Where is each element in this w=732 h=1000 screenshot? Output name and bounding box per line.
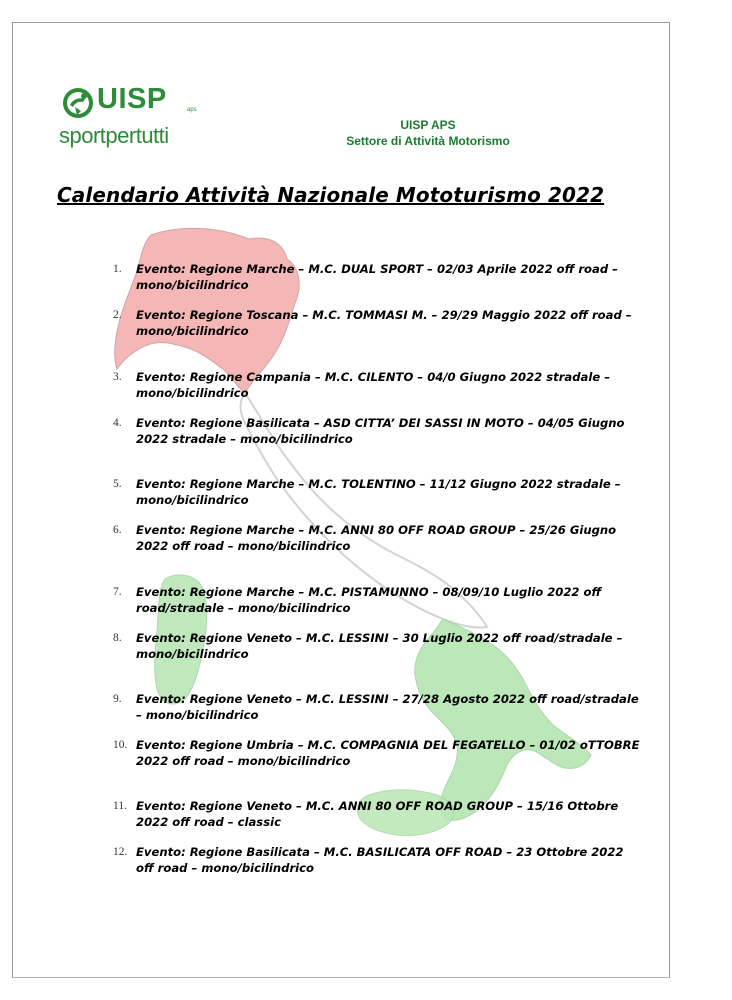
event-text: Evento: Regione Toscana – M.C. TOMMASI M. – 29/29 Maggio 2022 off road – mono/bicilindrico [136,308,632,338]
event-number: 7. [113,586,122,598]
event-text: Evento: Regione Marche – M.C. PISTAMUNNO – 08/09/10 Luglio 2022 off road/stradale – mono/bicilindrico [136,585,602,615]
logo-aps-mark: aps [187,107,197,113]
event-item [113,476,643,508]
event-item [113,691,643,723]
event-item [113,630,643,662]
event-item [113,737,643,769]
event-number: 4. [113,417,122,429]
event-item [113,369,643,401]
logo-tagline: sportpertutti [59,123,169,148]
organization-header [313,117,543,149]
event-text: Evento: Regione Veneto – M.C. LESSINI – 30 Luglio 2022 off road/stradale – mono/bicilindrico [136,631,623,661]
org-name: UISP APS [400,118,456,132]
document-page [12,22,670,978]
event-number: 6. [113,524,122,536]
event-text: Evento: Regione Marche – M.C. ANNI 80 OFF ROAD GROUP – 25/26 Giugno 2022 off road – mono/bicilindrico [136,523,617,553]
event-text: Evento: Regione Veneto – M.C. ANNI 80 OFF ROAD GROUP – 15/16 Ottobre 2022 off road – classic [136,799,619,829]
event-item [113,415,643,447]
event-item [113,522,643,554]
runner-emblem-icon [59,85,97,121]
event-item [113,307,643,339]
event-number: 3. [113,371,122,383]
event-item [113,798,643,830]
event-number: 9. [113,693,122,705]
event-number: 8. [113,632,122,644]
event-text: Evento: Regione Marche – M.C. DUAL SPORT – 02/03 Aprile 2022 off road – mono/bicilindrico [136,262,618,292]
event-number: 12. [113,846,128,858]
event-text: Evento: Regione Umbria – M.C. COMPAGNIA DEL FEGATELLO – 01/02 oTTOBRE 2022 off road – mono/bicilindrico [136,738,640,768]
event-item [113,261,643,293]
event-item [113,584,643,616]
logo-wordmark: UISP [97,83,167,115]
event-number: 5. [113,478,122,490]
event-text: Evento: Regione Basilicata – ASD CITTA’ DEI SASSI IN MOTO – 04/05 Giugno 2022 stradale – mono/bicilindrico [136,416,625,446]
event-text: Evento: Regione Marche – M.C. TOLENTINO – 11/12 Giugno 2022 stradale – mono/bicilindrico [136,477,621,507]
event-number: 10. [113,739,128,751]
event-text: Evento: Regione Veneto – M.C. LESSINI – 27/28 Agosto 2022 off road/stradale – mono/bicilindrico [136,692,639,722]
event-number: 11. [113,800,127,812]
event-text: Evento: Regione Campania – M.C. CILENTO – 04/0 Giugno 2022 stradale – mono/bicilindrico [136,370,611,400]
uisp-logo [59,83,209,153]
page-title: Calendario Attività Nazionale Mototurismo 2022 [57,183,605,207]
event-number: 2. [113,309,122,321]
event-number: 1. [113,263,122,275]
event-text: Evento: Regione Basilicata – M.C. BASILICATA OFF ROAD – 23 Ottobre 2022 off road – mono/bicilindrico [136,845,624,875]
org-sector: Settore di Attività Motorismo [346,134,510,148]
event-item [113,844,643,876]
